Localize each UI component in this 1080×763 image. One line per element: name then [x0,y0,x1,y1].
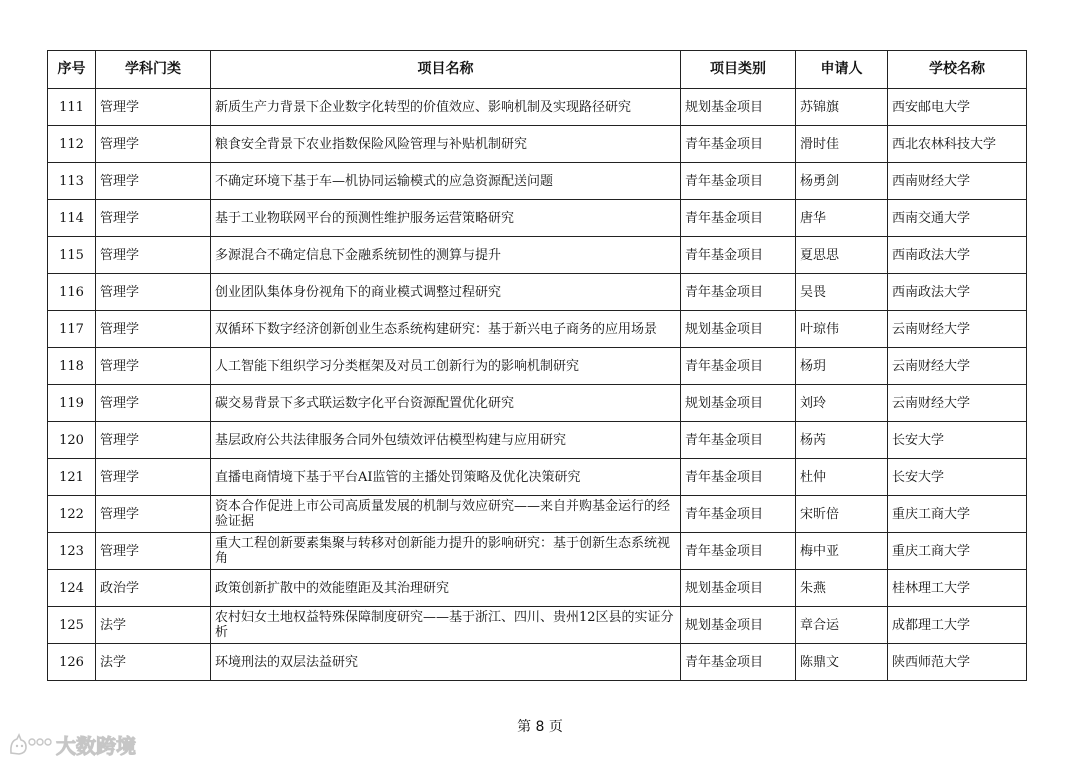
header-applicant: 申请人 [796,51,888,89]
cell-project-name: 农村妇女土地权益特殊保障制度研究——基于浙江、四川、贵州12区县的实证分析 [211,607,681,644]
table-row [48,607,1027,644]
cell-applicant: 宋昕倍 [796,496,888,533]
cell-applicant: 杨玥 [796,348,888,385]
cell-index: 117 [48,311,96,348]
cell-project-name: 创业团队集体身份视角下的商业模式调整过程研究 [211,274,681,311]
cell-discipline: 管理学 [96,200,211,237]
table-row [48,459,1027,496]
cell-discipline: 管理学 [96,126,211,163]
cell-project-name: 政策创新扩散中的效能堕距及其治理研究 [211,570,681,607]
cell-index: 121 [48,459,96,496]
cell-discipline: 法学 [96,644,211,681]
header-school: 学校名称 [888,51,1027,89]
table-row [48,126,1027,163]
cell-school: 重庆工商大学 [888,533,1027,570]
cell-school: 西南政法大学 [888,274,1027,311]
cell-index: 116 [48,274,96,311]
cell-project-name: 直播电商情境下基于平台AI监管的主播处罚策略及优化决策研究 [211,459,681,496]
header-index: 序号 [48,51,96,89]
project-table [47,50,1027,681]
cell-applicant: 吴畏 [796,274,888,311]
cell-project-name: 新质生产力背景下企业数字化转型的价值效应、影响机制及实现路径研究 [211,89,681,126]
cell-index: 113 [48,163,96,200]
cell-project-type: 规划基金项目 [681,311,796,348]
cell-applicant: 叶琼伟 [796,311,888,348]
cell-project-type: 规划基金项目 [681,607,796,644]
table-row [48,274,1027,311]
table-row [48,533,1027,570]
header-discipline: 学科门类 [96,51,211,89]
cell-applicant: 杨芮 [796,422,888,459]
cell-index: 119 [48,385,96,422]
cell-project-type: 规划基金项目 [681,89,796,126]
cell-project-type: 规划基金项目 [681,570,796,607]
cell-applicant: 刘玲 [796,385,888,422]
cell-project-type: 青年基金项目 [681,237,796,274]
cell-index: 118 [48,348,96,385]
header-project-type: 项目类别 [681,51,796,89]
table-row [48,570,1027,607]
cell-discipline: 法学 [96,607,211,644]
cell-discipline: 管理学 [96,348,211,385]
cell-applicant: 朱燕 [796,570,888,607]
table-row [48,644,1027,681]
cell-project-type: 青年基金项目 [681,200,796,237]
cell-index: 123 [48,533,96,570]
cell-project-name: 双循环下数字经济创新创业生态系统构建研究：基于新兴电子商务的应用场景 [211,311,681,348]
cell-school: 桂林理工大学 [888,570,1027,607]
table-row [48,385,1027,422]
table-row [48,200,1027,237]
cell-project-name: 人工智能下组织学习分类框架及对员工创新行为的影响机制研究 [211,348,681,385]
cell-project-type: 规划基金项目 [681,385,796,422]
logo-cat-icon [8,733,52,757]
cell-index: 112 [48,126,96,163]
table-row [48,237,1027,274]
cell-project-name: 粮食安全背景下农业指数保险风险管理与补贴机制研究 [211,126,681,163]
cell-discipline: 管理学 [96,496,211,533]
cell-project-type: 青年基金项目 [681,459,796,496]
cell-school: 西南财经大学 [888,163,1027,200]
cell-discipline: 管理学 [96,163,211,200]
cell-applicant: 梅中亚 [796,533,888,570]
cell-school: 西南交通大学 [888,200,1027,237]
cell-discipline: 政治学 [96,570,211,607]
cell-project-name: 不确定环境下基于车—机协同运输模式的应急资源配送问题 [211,163,681,200]
cell-project-type: 青年基金项目 [681,533,796,570]
table-body [48,89,1027,681]
watermark-text: 大数跨境 [56,734,136,758]
cell-index: 125 [48,607,96,644]
header-project-name: 项目名称 [211,51,681,89]
cell-school: 重庆工商大学 [888,496,1027,533]
cell-project-name: 多源混合不确定信息下金融系统韧性的测算与提升 [211,237,681,274]
cell-project-name: 资本合作促进上市公司高质量发展的机制与效应研究——来自并购基金运行的经验证据 [211,496,681,533]
cell-school: 西北农林科技大学 [888,126,1027,163]
cell-project-type: 青年基金项目 [681,126,796,163]
cell-school: 云南财经大学 [888,385,1027,422]
cell-discipline: 管理学 [96,89,211,126]
cell-applicant: 杜仲 [796,459,888,496]
cell-school: 云南财经大学 [888,348,1027,385]
page-number: 第 8 页 [517,719,563,735]
cell-applicant: 杨勇剑 [796,163,888,200]
cell-applicant: 陈鼎文 [796,644,888,681]
cell-project-name: 碳交易背景下多式联运数字化平台资源配置优化研究 [211,385,681,422]
table-row [48,311,1027,348]
cell-project-name: 基层政府公共法律服务合同外包绩效评估模型构建与应用研究 [211,422,681,459]
cell-discipline: 管理学 [96,459,211,496]
table-row [48,163,1027,200]
cell-school: 成都理工大学 [888,607,1027,644]
cell-discipline: 管理学 [96,311,211,348]
cell-school: 长安大学 [888,459,1027,496]
watermark [8,730,136,759]
cell-project-type: 青年基金项目 [681,163,796,200]
cell-discipline: 管理学 [96,422,211,459]
cell-index: 126 [48,644,96,681]
cell-index: 124 [48,570,96,607]
cell-discipline: 管理学 [96,274,211,311]
cell-applicant: 唐华 [796,200,888,237]
cell-index: 122 [48,496,96,533]
cell-school: 长安大学 [888,422,1027,459]
cell-project-type: 青年基金项目 [681,496,796,533]
table-header-row [48,51,1027,89]
cell-project-name: 基于工业物联网平台的预测性维护服务运营策略研究 [211,200,681,237]
cell-discipline: 管理学 [96,385,211,422]
cell-school: 西南政法大学 [888,237,1027,274]
cell-discipline: 管理学 [96,237,211,274]
table-row [48,496,1027,533]
cell-project-type: 青年基金项目 [681,422,796,459]
cell-index: 120 [48,422,96,459]
cell-applicant: 滑时佳 [796,126,888,163]
cell-project-type: 青年基金项目 [681,348,796,385]
cell-school: 云南财经大学 [888,311,1027,348]
cell-project-type: 青年基金项目 [681,644,796,681]
cell-index: 115 [48,237,96,274]
table-row [48,348,1027,385]
cell-project-type: 青年基金项目 [681,274,796,311]
cell-applicant: 章合运 [796,607,888,644]
cell-school: 陕西师范大学 [888,644,1027,681]
cell-index: 114 [48,200,96,237]
cell-school: 西安邮电大学 [888,89,1027,126]
cell-project-name: 重大工程创新要素集聚与转移对创新能力提升的影响研究：基于创新生态系统视角 [211,533,681,570]
table-row [48,89,1027,126]
cell-project-name: 环境刑法的双层法益研究 [211,644,681,681]
table-row [48,422,1027,459]
cell-discipline: 管理学 [96,533,211,570]
cell-applicant: 苏锦旗 [796,89,888,126]
cell-applicant: 夏思思 [796,237,888,274]
cell-index: 111 [48,89,96,126]
